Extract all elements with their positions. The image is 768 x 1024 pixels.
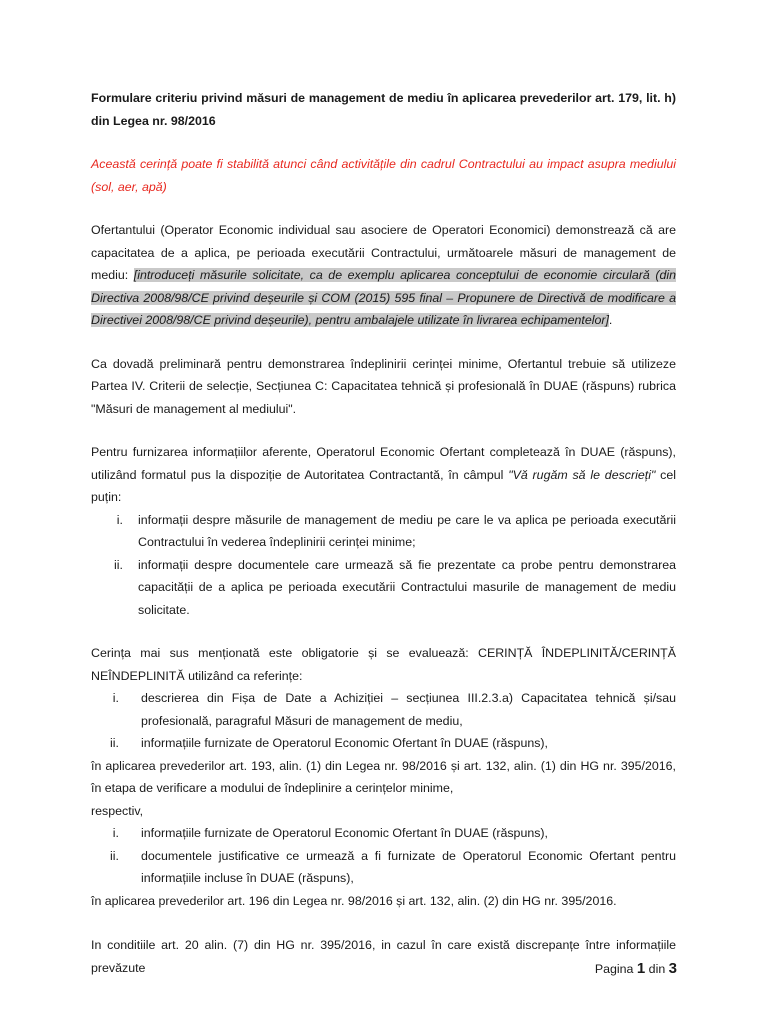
- total-pages-number: 3: [668, 960, 677, 977]
- list-item-text: documentele justificative ce urmează a fi furnizate de Operatorul Economic Ofertant pentru informațiile incluse în DUAE (răspuns),: [141, 848, 676, 885]
- list-item-text: informații despre documentele care urmează să fie prezentate ca probe pentru demonstrarea capacității de a aplica pe perioada executării Contractului masurile de management de mediu solicitate.: [138, 557, 676, 617]
- paragraph-evidence: Ca dovadă preliminară pentru demonstrarea îndeplinirii cerinței minime, Ofertantul trebuie să utilizeze Partea IV. Criterii de selecție, Secțiunea C: Capacitatea tehnică și profesională în DUAE (răspuns) rubrica "Măsuri de management al mediului".: [91, 356, 676, 416]
- list-number: ii.: [110, 736, 119, 750]
- list-item: [91, 845, 676, 890]
- list-references-1: [91, 687, 676, 755]
- applicability-note: Această cerință poate fi stabilită atunci când activitățile din cadrul Contractului au impact asupra mediului (sol, aer, apă): [91, 157, 676, 194]
- list-item-text: informațiile furnizate de Operatorul Economic Ofertant în DUAE (răspuns),: [141, 736, 548, 750]
- list-number: ii.: [110, 848, 119, 863]
- list-item-text: informațiile furnizate de Operatorul Economic Ofertant în DUAE (răspuns),: [141, 826, 548, 840]
- list-number: ii.: [114, 557, 123, 572]
- list-item-text: descrierea din Fișa de Date a Achiziției – secțiunea III.2.3.a) Capacitatea tehnică și/sau profesională, paragraful Măsuri de management de mediu,: [141, 691, 676, 728]
- paragraph-article-196: în aplicarea prevederilor art. 196 din Legea nr. 98/2016 și art. 132, alin. (2) din HG nr. 395/2016.: [91, 893, 617, 908]
- paragraph-information-text: Pentru furnizarea informațiilor aferente, Operatorul Economic Ofertant completează în DUAE (răspuns), utilizând formatul pus la dispoziție de Autoritatea Contractantă, în câmpul: [91, 445, 676, 482]
- current-page-number: 1: [636, 960, 646, 977]
- list-item: [91, 687, 676, 732]
- paragraph-article-193: în aplicarea prevederilor art. 193, alin. (1) din Legea nr. 98/2016 și art. 132, alin. (1) din HG nr. 395/2016, în etapa de verificare a modului de îndeplinire a cerințelor minime,: [91, 758, 676, 795]
- list-information: [91, 509, 676, 622]
- list-item: [91, 509, 676, 554]
- list-number: i.: [116, 512, 123, 527]
- highlighted-placeholder: [introduceți măsurile solicitate, ca de exemplu aplicarea conceptului de economie circulară (din Directiva 2008/98/CE privind deșeurile și COM (2015) 595 final – Propunere de Directivă de modificare a Directivei 2008/98/CE privind deșeurile), pentru ambalajele utilizate în livrarea echipamentelor]: [91, 268, 676, 327]
- paragraph-evaluation: Cerința mai sus menționată este obligatorie și se evaluează: CERINȚĂ ÎNDEPLINITĂ/CERINȚĂ NEÎNDEPLINITĂ utilizând ca referințe:: [91, 646, 676, 683]
- document-title: Formulare criteriu privind măsuri de management de mediu în aplicarea prevederilor art. 179, lit. h) din Legea nr. 98/2016: [91, 91, 676, 128]
- list-item: [91, 732, 676, 755]
- paragraph-capacity: [91, 219, 676, 332]
- list-item: [91, 554, 676, 622]
- list-item: [91, 822, 676, 845]
- footer-prefix: Pagina: [594, 962, 637, 976]
- footer-separator: din: [645, 962, 669, 976]
- list-number: i.: [112, 826, 119, 840]
- page-footer: [595, 960, 677, 977]
- document-body: [91, 87, 676, 979]
- paragraph-respectively: respectiv,: [91, 803, 144, 818]
- paragraph-information: [91, 441, 676, 509]
- paragraph-capacity-text: Ofertantului (Operator Economic individual sau asociere de Operatori Economici) demonstrează că are capacitatea de a aplica, pe perioada executării Contractului, următoarele măsuri de management de mediu:: [91, 223, 676, 282]
- list-item-text: informații despre măsurile de management de mediu pe care le va aplica pe perioada executării Contractului în vederea îndeplinirii cerinței minime;: [138, 512, 676, 549]
- field-name-italic: "Vă rugăm să le descrieți": [508, 467, 656, 482]
- paragraph-conditions: In conditiile art. 20 alin. (7) din HG nr. 395/2016, in cazul în care există discrepanțe între informațiile prevăzute: [91, 938, 676, 975]
- list-number: i.: [112, 691, 119, 705]
- paragraph-capacity-end: .: [608, 313, 613, 327]
- list-references-2: [91, 822, 676, 890]
- paragraph-information-end: cel puțin:: [91, 467, 676, 504]
